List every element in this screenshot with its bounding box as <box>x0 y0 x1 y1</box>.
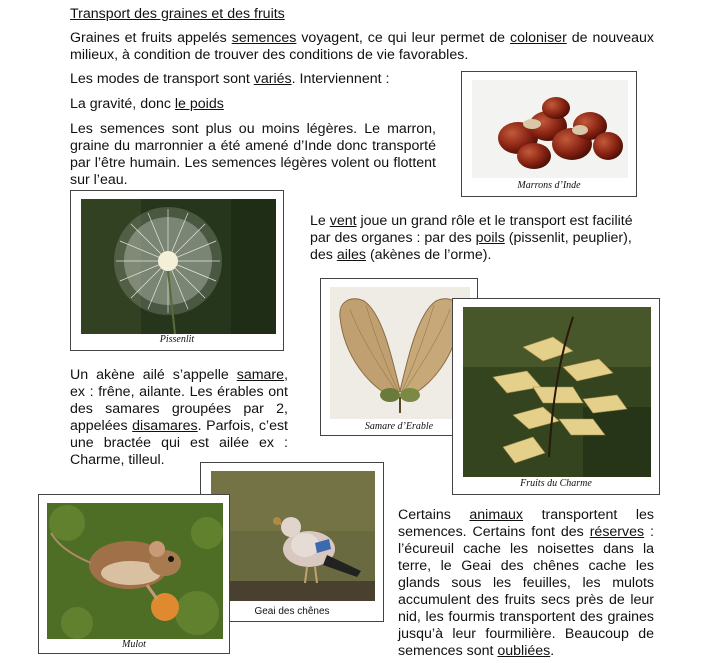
keyword-animaux: animaux <box>469 507 524 523</box>
samare-image <box>330 287 470 419</box>
caption-pissenlit: Pissenlit <box>159 334 195 345</box>
caption-geai: Geai des chênes <box>254 606 330 617</box>
vent-text-4: (akènes de l’orme). <box>366 247 492 263</box>
gravity-text-1: La gravité, donc <box>70 96 175 112</box>
keyword-oubliees: oubliées <box>497 643 551 659</box>
vent-paragraph <box>310 213 656 264</box>
samare-text-2: , ex : frêne, ailante. Les érables ont des samares groupées par 2, appelées <box>70 367 288 434</box>
keyword-poils: poils <box>475 230 505 246</box>
caption-mulot: Mulot <box>122 639 146 650</box>
keyword-le-poids: le poids <box>174 96 224 112</box>
mulot-image <box>47 503 223 639</box>
keyword-vent: vent <box>329 213 357 229</box>
caption-charme: Fruits du Charme <box>520 478 592 489</box>
animaux-text-4: . <box>550 643 555 659</box>
chestnut-illustration <box>472 80 628 178</box>
keyword-semences: semences <box>231 30 297 46</box>
keyword-varies: variés <box>253 71 292 87</box>
gravity-paragraph <box>70 96 224 113</box>
caption-samare: Samare d’Erable <box>364 421 434 432</box>
animaux-text-1: Certains <box>398 507 470 523</box>
photo-marrons <box>461 71 637 197</box>
page-title <box>70 6 285 23</box>
animaux-text-2: transportent les semences. Certains font des <box>398 507 654 540</box>
photo-charme <box>452 298 660 495</box>
samare-text-1: Un akène ailé s’appelle <box>70 367 237 383</box>
animaux-text-3: : l’écureuil cache les noisettes dans la terre, le Geai des chênes cache les glands sous les feuilles, les mulots accumulent des fruits secs près de leur nid, les fourmis transportent des graines jusqu’à leur fourmilière. Beaucoup de semences sont <box>398 524 654 659</box>
geai-image <box>211 471 375 601</box>
photo-mulot <box>38 494 230 654</box>
keyword-disamares: disamares <box>132 418 198 434</box>
modes-text-1: Les modes de transport sont <box>70 71 254 87</box>
modes-paragraph <box>70 71 389 88</box>
keyword-samare: samare <box>236 367 285 383</box>
vent-text-3: (pissenlit, peuplier), des <box>310 230 632 263</box>
charme-image <box>463 307 651 477</box>
intro-paragraph <box>70 30 654 64</box>
dandelion-illustration <box>81 199 276 334</box>
modes-text-2: . Interviennent : <box>291 71 390 87</box>
pissenlit-image <box>81 199 276 334</box>
caption-marrons: Marrons d’Inde <box>517 180 581 191</box>
marrons-image <box>472 80 628 178</box>
animaux-paragraph <box>398 507 654 660</box>
intro-text-1: Graines et fruits appelés <box>70 30 232 46</box>
intro-text-3: de nouveaux milieux, à condition de trouver des conditions de vie favorables. <box>70 30 654 63</box>
vent-text-1: Le <box>310 213 330 229</box>
samare-text-3: . Parfois, c’est une bractée qui est ailée ex : Charme, tilleul. <box>70 418 288 468</box>
keyword-coloniser: coloniser <box>510 30 567 46</box>
hornbeam-illustration <box>463 307 651 477</box>
maple-samara-illustration <box>330 287 470 419</box>
keyword-ailes: ailes <box>336 247 367 263</box>
marron-paragraph: Les semences sont plus ou moins légères. Le marron, graine du marronnier a été amené d’Inde donc transporté par l’être humain. Les semences légères volent ou flottent sur l’eau. <box>70 121 436 188</box>
intro-text-2: voyagent, ce qui leur permet de <box>296 30 511 46</box>
photo-pissenlit <box>70 190 284 351</box>
mouse-illustration <box>47 503 223 639</box>
page-title-text: Transport des graines et des fruits <box>70 6 285 22</box>
samare-paragraph <box>70 367 288 469</box>
keyword-reserves: réserves <box>589 524 645 540</box>
vent-text-2: joue un grand rôle et le transport est facilité par des organes : par des <box>310 213 633 246</box>
jay-illustration <box>211 471 375 601</box>
